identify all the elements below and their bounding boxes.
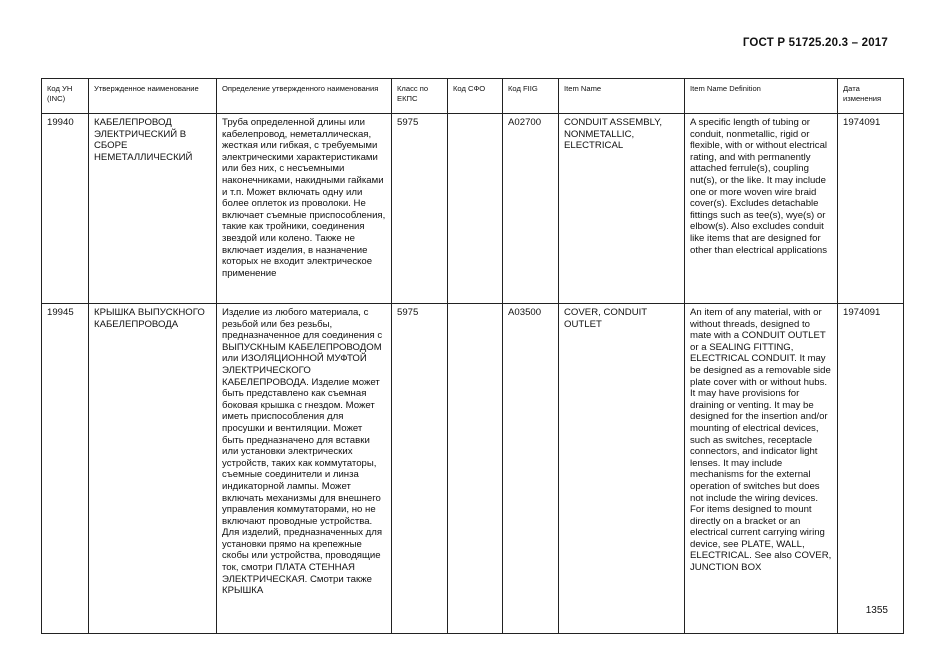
column-header-inc: Код УН (INC)	[42, 79, 89, 114]
document-header: ГОСТ Р 51725.20.3 – 2017	[742, 37, 888, 49]
specification-table	[41, 78, 904, 634]
cell-inc: 19940	[42, 114, 89, 304]
cell-change-date: 1974091	[838, 304, 904, 634]
table-row	[42, 114, 904, 304]
cell-approved-name: КРЫШКА ВЫПУСКНОГО КАБЕЛЕПРОВОДА	[89, 304, 217, 634]
column-header-change-date: Дата изменения	[838, 79, 904, 114]
cell-change-date: 1974091	[838, 114, 904, 304]
cell-ekps-class: 5975	[392, 114, 448, 304]
column-header-item-name: Item Name	[559, 79, 685, 114]
column-header-fiig-code: Код FIIG	[503, 79, 559, 114]
cell-item-name-definition: An item of any material, with or without threads, designed to mate with a CONDUIT OUTLET or a SEALING FITTING, ELECTRICAL CONDUIT. It may be designed as a removable side plate cover with or without hubs. It may have provisions for draining or venting. It may be designed for the insertion and/or mounting of electrical devices, such as switches, receptacle connectors, and indicator light lenses. It may include mechanisms for the external operation of switches but does not include the wiring devices. For items designed to mount directly on a bracket or an electrical current carrying wiring device, see PLATE, WALL, ELECTRICAL. See also COVER, JUNCTION BOX	[685, 304, 838, 634]
column-header-definition: Определение утвержденного наименования	[217, 79, 392, 114]
table-header-row	[42, 79, 904, 114]
cell-ekps-class: 5975	[392, 304, 448, 634]
cell-sfo-code	[448, 304, 503, 634]
column-header-sfo-code: Код СФО	[448, 79, 503, 114]
column-header-approved-name: Утвержденное наименование	[89, 79, 217, 114]
cell-item-name: COVER, CONDUIT OUTLET	[559, 304, 685, 634]
cell-definition: Изделие из любого материала, с резьбой или без резьбы, предназначенное для соединения с ВЫПУСКНЫМ КАБЕЛЕПРОВОДОМ или ИЗОЛЯЦИОННОЙ МУФТОЙ ЭЛЕКТРИЧЕСКОГО КАБЕЛЕПРОВОДА. Изделие может быть представлено как съемная боковая крышка с гнездом. Может иметь приспособления для просушки и вентиляции. Может быть предназначено для вставки или установки электрических устройств, таких как коммутаторы, съемные соединители и линза индикаторной лампы. Может включать механизмы для внешнего управления коммутаторами, но не включают проводные устройства. Для изделий, предназначенных для установки прямо на крепежные скобы или устройства, проводящие ток, смотри ПЛАТА СТЕННАЯ ЭЛЕКТРИЧЕСКАЯ. Смотри также КРЫШКА	[217, 304, 392, 634]
column-header-ekps-class: Класс по ЕКПС	[392, 79, 448, 114]
cell-sfo-code	[448, 114, 503, 304]
cell-item-name: CONDUIT ASSEMBLY, NONMETALLIC, ELECTRICAL	[559, 114, 685, 304]
cell-fiig-code: A02700	[503, 114, 559, 304]
cell-item-name-definition: A specific length of tubing or conduit, nonmetallic, rigid or flexible, with or without electrical rating, and with permanently attached ferrule(s), coupling nut(s), or the like. It may include one or more woven wire braid cover(s). Excludes detachable fittings such as tee(s), wye(s) or elbow(s). Also excludes conduit like items that are designed for other than electrical applications	[685, 114, 838, 304]
cell-approved-name: КАБЕЛЕПРОВОД ЭЛЕКТРИЧЕСКИЙ В СБОРЕ НЕМЕТАЛЛИЧЕСКИЙ	[89, 114, 217, 304]
cell-fiig-code: A03500	[503, 304, 559, 634]
table-row	[42, 304, 904, 634]
cell-definition: Труба определенной длины или кабелепровод, неметаллическая, жесткая или гибкая, с требуемыми электрическими характеристиками или без них, с несъемными наконечниками, накидными гайками и т.п. Может включать одну или более оплеток из проволоки. Не включает съемные приспособления, такие как тройники, соединения звездой или колено. Также не включает изделия, в назначение которых не входит электрическое применение	[217, 114, 392, 304]
cell-inc: 19945	[42, 304, 89, 634]
page-number: 1355	[865, 605, 888, 616]
column-header-item-name-definition: Item Name Definition	[685, 79, 838, 114]
